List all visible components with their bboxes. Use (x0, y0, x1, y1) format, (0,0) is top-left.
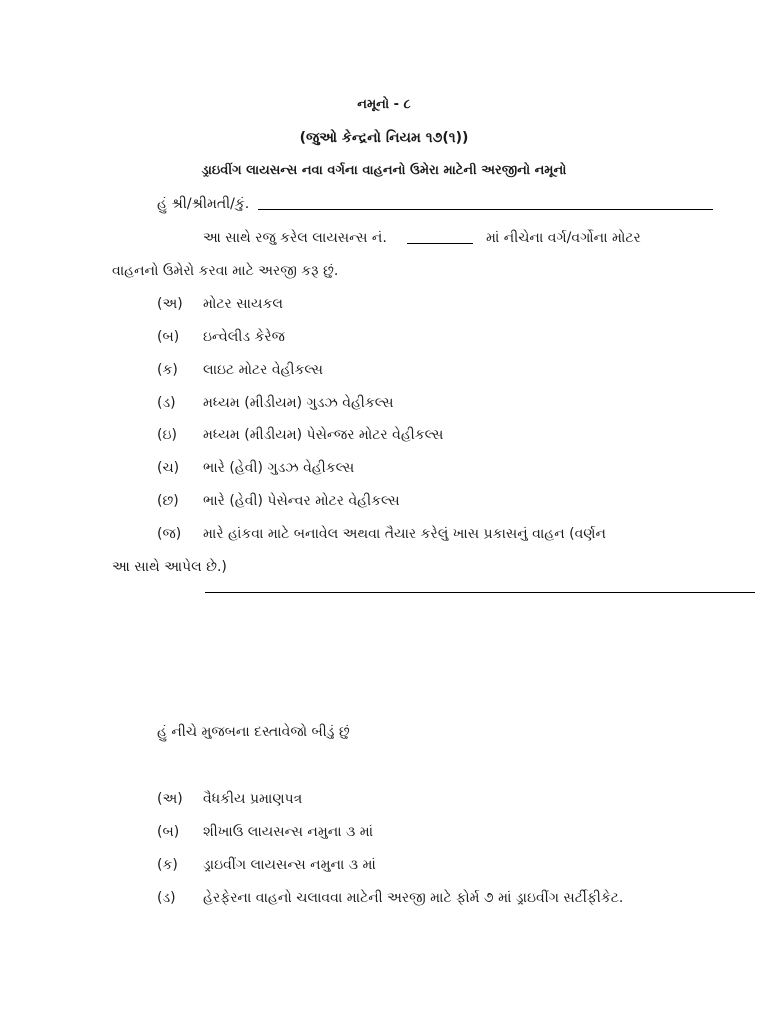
list-marker: (છ) (157, 493, 179, 509)
list-item-label: મોટર સાયકલ (203, 296, 283, 312)
list-marker: (ડ) (157, 890, 176, 906)
documents-intro: હું નીચે મુજબના દસ્તાવેજો બીડું છું (157, 724, 350, 740)
list-marker: (બ) (157, 329, 180, 345)
list-item-label: મધ્યમ (મીડીયમ) પેસેન્જર મોટર વેહીકલ્સ (203, 427, 444, 443)
list-item-label: ઇન્વેલીડ કેરેજ (203, 329, 285, 345)
form-number: નમૂનો - ૮ (357, 97, 411, 112)
list-item-label: ડ્રાઇવીંગ લાયસન્સ નમુના ૩ માં (203, 857, 376, 873)
form-title: ડ્રાઇવીંગ લાયસન્સ નવા વર્ગના વાહનનો ઉમેરા માટેની અરજીનો નમૂનો (201, 163, 567, 178)
list-marker: (ઇ) (157, 427, 177, 443)
list-marker: (ક) (157, 857, 178, 873)
vehicle-description-continuation: આ સાથે આપેલ છે.) (112, 559, 227, 575)
list-item-label: શીખાઉ લાયસન્સ નમુના ૩ માં (203, 824, 374, 840)
list-item-label: મારે હાંકવા માટે બનાવેલ અથવા તૈયાર કરેલું ખાસ પ્રકાસનું વાહન (વર્ણન (203, 526, 606, 542)
list-marker: (બ) (157, 824, 180, 840)
vehicle-description-blank[interactable] (205, 592, 755, 593)
license-para-after: માં નીચેના વર્ગ/વર્ગોના મોટર (486, 230, 641, 246)
list-item-label: ભારે (હેવી) પેસેન્વર મોટર વેહીકલ્સ (203, 493, 400, 509)
list-item-label: મધ્યમ (મીડીયમ) ગુડઝ વેહીકલ્સ (203, 395, 394, 411)
license-para-before: આ સાથે રજુ કરેલ લાયસન્સ નં. (203, 230, 387, 246)
applicant-prefix: હું શ્રી/શ્રીમતી/કું. (157, 196, 250, 212)
list-marker: (જ) (157, 526, 182, 542)
list-marker: (ચ) (157, 460, 180, 476)
list-item-label: લાઇટ મોટર વેહીકલ્સ (203, 362, 324, 378)
list-marker: (ક) (157, 362, 178, 378)
list-item-label: વૈધકીય પ્રમાણપત્ર (203, 791, 303, 807)
list-marker: (અ) (157, 791, 183, 807)
list-item-label: હેરફેરના વાહનો ચલાવવા માટેની અરજી માટે ફોર્મ ૭ માં ડ્રાઇવીંગ સર્ટીફીકેટ. (203, 890, 624, 906)
rule-reference: (જુઓ કેન્દ્રનો નિયમ ૧૭(૧)) (299, 130, 469, 146)
license-para-line2: વાહનનો ઉમેરો કરવા માટે અરજી કરૂ છું. (112, 263, 339, 279)
list-marker: (ડ) (157, 395, 176, 411)
list-marker: (અ) (157, 296, 183, 312)
list-item-label: ભારે (હેવી) ગુડઝ વેહીકલ્સ (203, 460, 355, 476)
license-number-blank[interactable] (407, 243, 473, 244)
applicant-name-blank[interactable] (258, 209, 713, 210)
